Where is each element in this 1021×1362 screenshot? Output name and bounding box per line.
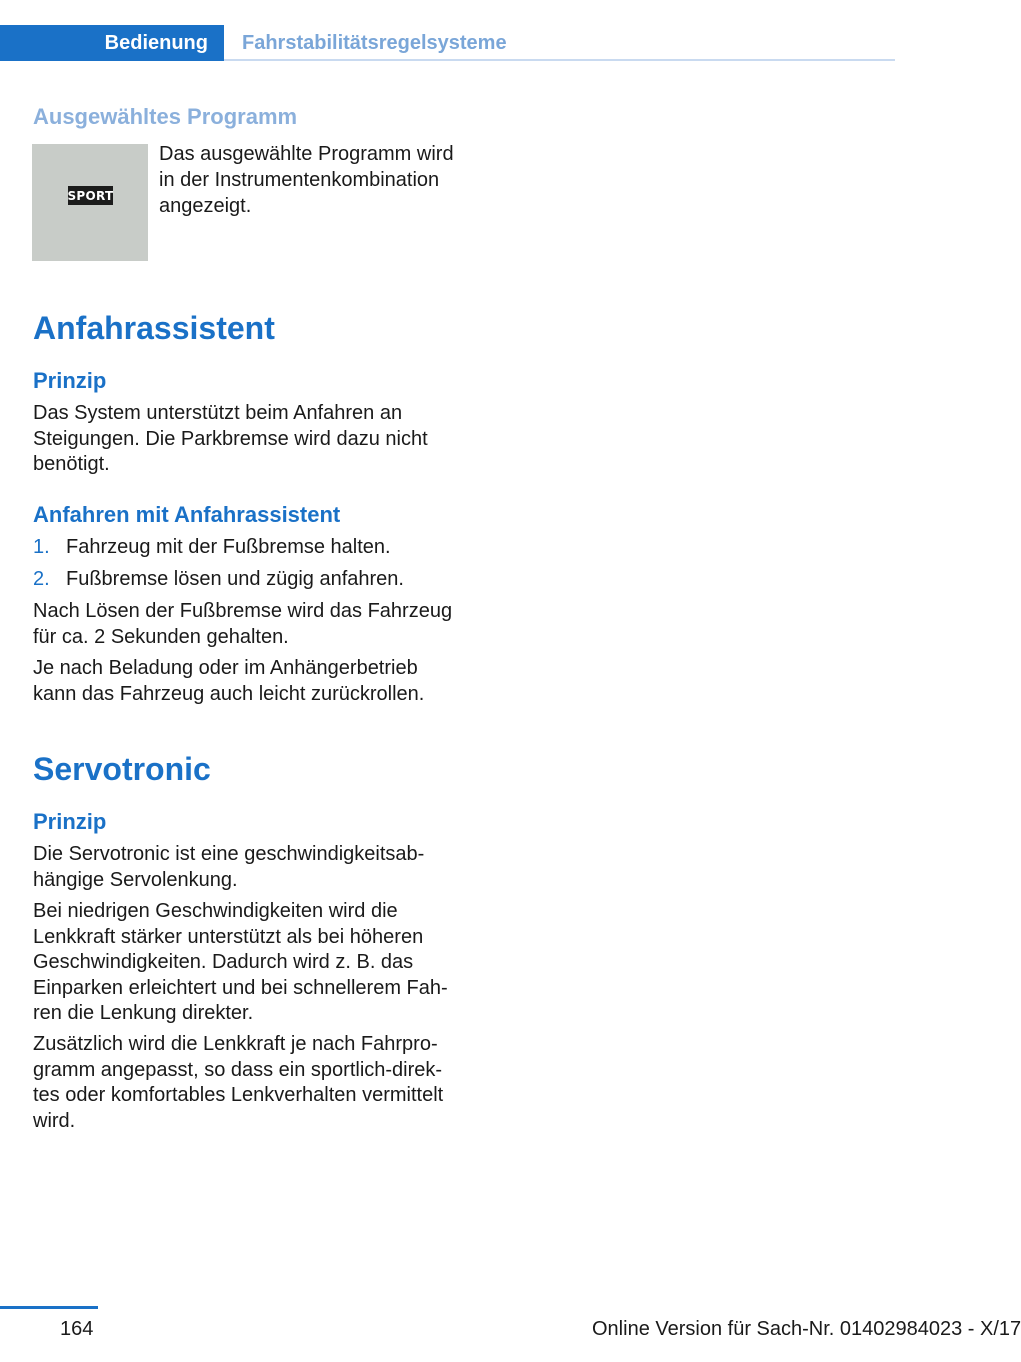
start-assist-title: Anfahrassistent <box>33 310 275 346</box>
step-number: 2. <box>33 568 50 590</box>
step-text: Fußbremse lösen und zügig anfahren. <box>66 568 404 590</box>
page-number: 164 <box>60 1318 94 1340</box>
page-header <box>0 25 895 63</box>
step-text: Fahrzeug mit der Fußbremse halten. <box>66 536 391 558</box>
servotronic-paragraph-2: Bei niedrigen Geschwindigkeiten wird die Lenkkraft stärker unterstützt als bei höheren Geschwindigkeiten. Dadurch wird z. B. das Einparken erleichtert und bei schnellerem Fahren die Lenkung direkter. <box>33 900 448 1024</box>
selected-program-description: Das ausgewählte Programm wird in der Instrumentenkombination angezeigt. <box>159 143 454 217</box>
start-assist-note-rollback: Je nach Beladung oder im Anhängerbetrieb kann das Fahrzeug auch leicht zurückrollen. <box>33 657 425 705</box>
sport-display-image <box>32 144 148 261</box>
sport-badge: SPORT <box>68 186 113 205</box>
step-number: 1. <box>33 536 50 558</box>
list-item <box>33 535 453 567</box>
start-assist-note-hold: Nach Lösen der Fußbremse wird das Fahrzeug für ca. 2 Sekunden gehalten. <box>33 600 453 648</box>
start-assist-principle-text: Das System unterstützt beim Anfahren an Steigungen. Die Parkbremse wird dazu nicht benötigt. <box>33 402 428 475</box>
list-item <box>33 567 453 599</box>
footer-divider <box>0 1306 98 1309</box>
start-assist-principle-heading: Prinzip <box>33 368 107 393</box>
servotronic-principle-heading: Prinzip <box>33 809 107 834</box>
header-divider <box>224 59 895 61</box>
start-assist-steps <box>33 535 453 599</box>
servotronic-paragraph-1: Die Servotronic ist eine geschwindigkeitsabhängige Servolenkung. <box>33 843 425 891</box>
tab-section-title[interactable]: Fahrstabilitätsregelsysteme <box>242 32 507 54</box>
selected-program-heading: Ausgewähltes Programm <box>33 104 298 129</box>
servotronic-paragraph-3: Zusätzlich wird die Lenkkraft je nach Fahrprogramm angepasst, so dass ein sportlich-direktes oder komfortables Lenkverhalten vermittelt wird. <box>33 1033 444 1132</box>
footer-online-version: Online Version für Sach-Nr. 01402984023 - X/17 <box>592 1318 1021 1340</box>
start-assist-usage-heading: Anfahren mit Anfahrassistent <box>33 502 341 527</box>
tab-bedienung[interactable]: Bedienung <box>0 25 224 61</box>
servotronic-title: Servotronic <box>33 751 211 787</box>
